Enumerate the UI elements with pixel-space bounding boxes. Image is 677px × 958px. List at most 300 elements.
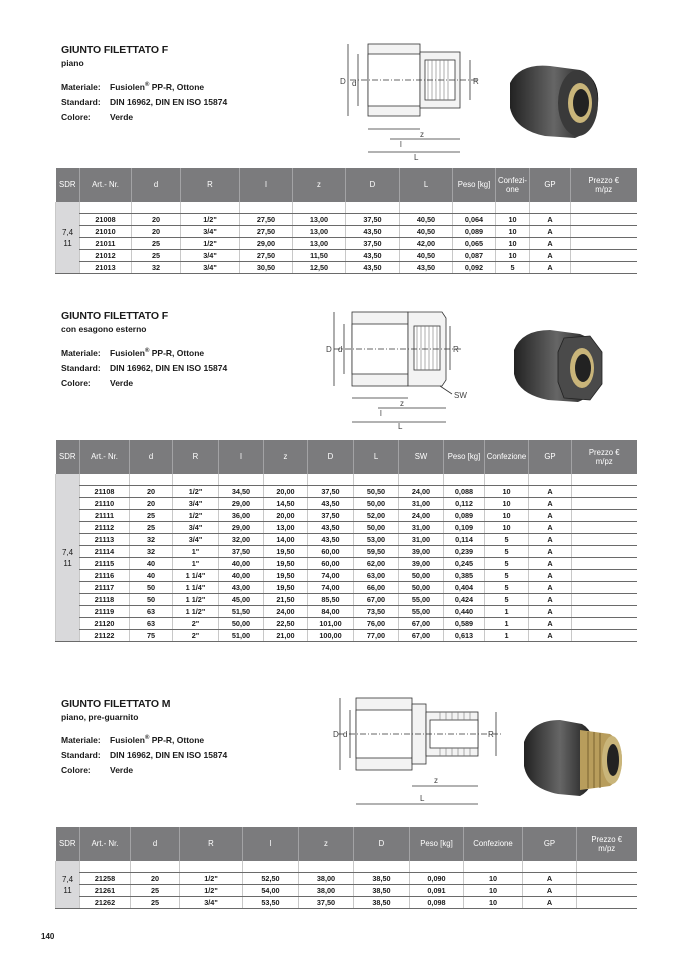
table-cell	[572, 606, 637, 618]
spacer-cell	[130, 474, 173, 486]
table-cell: 20,00	[264, 486, 308, 498]
table-cell	[572, 582, 637, 594]
table-cell: 27,50	[240, 250, 293, 262]
section1-technical-drawing	[330, 34, 480, 162]
table-cell: A	[529, 618, 572, 630]
table-cell: 39,00	[399, 558, 444, 570]
col-z: z	[299, 827, 354, 861]
table-cell: 3/4"	[181, 262, 240, 274]
table-cell: 21010	[80, 226, 132, 238]
table-cell: 37,50	[346, 214, 400, 226]
table-cell: 5	[485, 594, 529, 606]
spacer-cell	[180, 861, 243, 873]
spacer-cell	[80, 474, 130, 486]
table-cell: 30,50	[240, 262, 293, 274]
label-L: L	[414, 153, 419, 162]
sdr-value: 7,4	[61, 547, 74, 557]
table-cell: 3/4"	[173, 534, 219, 546]
table-cell: 43,50	[346, 250, 400, 262]
table-row	[56, 250, 637, 262]
spacer-cell	[444, 474, 485, 486]
col-z: z	[293, 168, 346, 202]
spacer-cell	[400, 202, 453, 214]
table-cell: 14,00	[264, 534, 308, 546]
table-cell: 37,50	[308, 510, 354, 522]
table-cell: 13,00	[293, 214, 346, 226]
table-cell: 21262	[80, 897, 131, 909]
table-cell: 67,00	[399, 618, 444, 630]
table-cell: 53,00	[354, 534, 399, 546]
col-L: L	[354, 440, 399, 474]
table-cell	[571, 262, 637, 274]
table-cell: A	[529, 510, 572, 522]
table-cell: 59,50	[354, 546, 399, 558]
table-cell: 50,00	[354, 498, 399, 510]
col-art-nr: Art.- Nr.	[80, 168, 132, 202]
table-cell: 50,00	[354, 522, 399, 534]
table-cell: 38,00	[299, 885, 354, 897]
table-cell: A	[530, 238, 571, 250]
col-D: D	[354, 827, 410, 861]
table-row	[56, 885, 637, 897]
table-cell: 10	[496, 238, 530, 250]
table-cell: 29,00	[219, 498, 264, 510]
table-cell: 14,50	[264, 498, 308, 510]
table-cell: 0,088	[444, 486, 485, 498]
label-d: d	[352, 79, 357, 88]
section2-subtitle: con esagono esterno	[61, 324, 147, 334]
spacer-cell	[399, 474, 444, 486]
label-R: R	[473, 77, 479, 86]
table-cell	[572, 522, 637, 534]
table-cell: 11,50	[293, 250, 346, 262]
table-cell: 21013	[80, 262, 132, 274]
table-row	[56, 486, 637, 498]
table-row	[56, 594, 637, 606]
table-cell: 40,50	[400, 214, 453, 226]
table-cell: A	[530, 262, 571, 274]
spacer-cell	[308, 474, 354, 486]
section2-standard: Standard: DIN 16962, DIN EN ISO 15874	[61, 363, 228, 373]
label-z: z	[400, 399, 404, 408]
spacer-cell	[571, 202, 637, 214]
table-cell: 67,00	[399, 630, 444, 642]
table-cell: 37,50	[299, 897, 354, 909]
table-cell: 5	[485, 534, 529, 546]
spacer-cell	[293, 202, 346, 214]
table-cell	[572, 630, 637, 642]
table-cell: 1 1/4"	[173, 582, 219, 594]
table-cell: 1	[485, 606, 529, 618]
table-cell: 24,00	[264, 606, 308, 618]
table-cell	[572, 534, 637, 546]
table-cell: 21120	[80, 618, 130, 630]
sdr-cell	[56, 202, 80, 274]
table-cell: 21,50	[264, 594, 308, 606]
table-cell: 22,50	[264, 618, 308, 630]
table-cell: 25	[131, 885, 180, 897]
table-cell: 3/4"	[180, 897, 243, 909]
table-cell: 84,00	[308, 606, 354, 618]
table-cell: 1/2"	[173, 486, 219, 498]
label-D: D	[326, 345, 332, 354]
col-gp: GP	[529, 440, 572, 474]
table-cell: 5	[496, 262, 530, 274]
table-cell: 36,00	[219, 510, 264, 522]
table-cell: 10	[464, 873, 523, 885]
table-spacer-row	[56, 861, 637, 873]
table-cell: 10	[485, 510, 529, 522]
table-cell	[572, 498, 637, 510]
table-spacer-row	[56, 474, 637, 486]
table-cell: 0,098	[410, 897, 464, 909]
col-D: D	[308, 440, 354, 474]
table-cell: 32	[130, 546, 173, 558]
table-cell: 77,00	[354, 630, 399, 642]
table-cell: 24,00	[399, 510, 444, 522]
table-cell: 50,50	[354, 486, 399, 498]
col-sdr: SDR	[56, 168, 80, 202]
table-cell: 55,00	[399, 594, 444, 606]
table-cell	[572, 510, 637, 522]
label-z: z	[434, 776, 438, 785]
table-cell: 0,440	[444, 606, 485, 618]
table-cell: 21118	[80, 594, 130, 606]
table-cell: 27,50	[240, 214, 293, 226]
table-cell: 13,00	[293, 238, 346, 250]
col-d: d	[130, 440, 173, 474]
table-row	[56, 226, 637, 238]
spacer-cell	[530, 202, 571, 214]
col-D: D	[346, 168, 400, 202]
table-cell	[572, 546, 637, 558]
col-r: R	[173, 440, 219, 474]
table-cell	[572, 594, 637, 606]
table-cell: 43,50	[400, 262, 453, 274]
table-cell: 10	[485, 486, 529, 498]
table-cell: 10	[496, 226, 530, 238]
table-cell: 0,589	[444, 618, 485, 630]
table-cell: 21122	[80, 630, 130, 642]
col-weight: Peso [kg]	[410, 827, 464, 861]
table-cell: A	[529, 630, 572, 642]
table-cell: 0,613	[444, 630, 485, 642]
table-cell: 1 1/4"	[173, 570, 219, 582]
table-row	[56, 897, 637, 909]
table-cell	[572, 486, 637, 498]
table-cell: 19,50	[264, 570, 308, 582]
sdr-value: 7,4	[61, 874, 74, 884]
table-cell: 66,00	[354, 582, 399, 594]
table-cell: 40,50	[400, 250, 453, 262]
table-cell: 21008	[80, 214, 132, 226]
spacer-cell	[299, 861, 354, 873]
table-cell: 3/4"	[181, 226, 240, 238]
spacer-cell	[219, 474, 264, 486]
table-cell: 60,00	[308, 546, 354, 558]
table-cell: 0,065	[453, 238, 496, 250]
table-cell: A	[529, 570, 572, 582]
table-cell: 31,00	[399, 522, 444, 534]
table-cell: A	[529, 522, 572, 534]
table-cell: 85,50	[308, 594, 354, 606]
table-cell: A	[529, 534, 572, 546]
col-pack: Confezione	[464, 827, 523, 861]
table-cell: 21116	[80, 570, 130, 582]
table-row	[56, 238, 637, 250]
table-cell: 2"	[173, 618, 219, 630]
col-gp: GP	[530, 168, 571, 202]
spacer-cell	[453, 202, 496, 214]
col-weight: Peso [kg]	[444, 440, 485, 474]
table-cell: A	[529, 498, 572, 510]
table-cell: 20	[132, 226, 181, 238]
spacer-cell	[354, 474, 399, 486]
table-cell: 5	[485, 546, 529, 558]
table-cell: 50,00	[399, 582, 444, 594]
col-l: l	[240, 168, 293, 202]
table-cell: 0,404	[444, 582, 485, 594]
sdr-value: 11	[63, 885, 72, 895]
table-row	[56, 214, 637, 226]
label-d: d	[343, 730, 348, 739]
table-cell: 20	[130, 498, 173, 510]
table-row	[56, 630, 637, 642]
spacer-cell	[354, 861, 410, 873]
table-cell: 51,00	[219, 630, 264, 642]
table-cell: A	[529, 546, 572, 558]
table-cell: 40	[130, 570, 173, 582]
col-art-nr: Art.- Nr.	[80, 827, 131, 861]
spacer-cell	[264, 474, 308, 486]
table-cell: 50	[130, 594, 173, 606]
table-cell: 31,00	[399, 498, 444, 510]
table-cell: 20	[130, 486, 173, 498]
col-L: L	[400, 168, 453, 202]
table-cell: 21119	[80, 606, 130, 618]
table-cell: 0,092	[453, 262, 496, 274]
table-cell: 25	[132, 250, 181, 262]
col-d: d	[132, 168, 181, 202]
table-cell: 74,00	[308, 570, 354, 582]
sdr-cell	[56, 861, 80, 909]
table-cell: 10	[464, 885, 523, 897]
table-cell: 3/4"	[173, 498, 219, 510]
table-cell: 50,00	[399, 570, 444, 582]
table-row	[56, 498, 637, 510]
table-cell: 40	[130, 558, 173, 570]
table-cell	[577, 885, 637, 897]
table-cell: 25	[132, 238, 181, 250]
table-cell: 21012	[80, 250, 132, 262]
col-price: Prezzo € m/pz	[577, 827, 637, 861]
table-cell	[571, 238, 637, 250]
sdr-value: 7,4	[61, 227, 74, 237]
table-cell: 21111	[80, 510, 130, 522]
col-price: Prezzo € m/pz	[571, 168, 637, 202]
table-cell: 21112	[80, 522, 130, 534]
col-r: R	[181, 168, 240, 202]
table-cell	[571, 250, 637, 262]
table-cell	[577, 897, 637, 909]
col-l: l	[243, 827, 299, 861]
table-cell: A	[523, 897, 577, 909]
table-row	[56, 510, 637, 522]
section3-subtitle: piano, pre-guarnito	[61, 712, 139, 722]
table-cell: 42,00	[400, 238, 453, 250]
section1-subtitle: piano	[61, 58, 84, 68]
table-row	[56, 546, 637, 558]
table-cell: 0,087	[453, 250, 496, 262]
col-weight: Peso [kg]	[453, 168, 496, 202]
table-cell: 25	[130, 510, 173, 522]
table-cell: 43,50	[346, 226, 400, 238]
section2-technical-drawing	[322, 302, 482, 430]
table-cell: 20	[131, 873, 180, 885]
section3-material: Materiale: Fusiolen® PP-R, Ottone	[61, 735, 205, 745]
table-cell: 74,00	[308, 582, 354, 594]
label-L: L	[420, 794, 425, 803]
section3-color: Colore: Verde	[61, 765, 134, 775]
table-cell: 25	[130, 522, 173, 534]
table-cell	[571, 226, 637, 238]
table-cell: 40,00	[219, 558, 264, 570]
table-cell: 1/2"	[180, 885, 243, 897]
table-cell: A	[529, 606, 572, 618]
col-l: l	[219, 440, 264, 474]
table-cell: 1 1/2"	[173, 606, 219, 618]
table-cell: 13,00	[293, 226, 346, 238]
section3-technical-drawing	[330, 690, 510, 814]
table-cell: 21110	[80, 498, 130, 510]
table-cell: 1	[485, 630, 529, 642]
table-cell: 60,00	[308, 558, 354, 570]
section3-product-photo	[516, 712, 626, 802]
spacer-cell	[529, 474, 572, 486]
table-cell: 10	[485, 522, 529, 534]
table-cell: 1 1/2"	[173, 594, 219, 606]
spacer-cell	[523, 861, 577, 873]
table-cell	[577, 873, 637, 885]
table-cell: 10	[496, 250, 530, 262]
table-cell: 0,114	[444, 534, 485, 546]
page-number: 140	[41, 932, 55, 941]
label-z: z	[420, 130, 424, 139]
sdr-value: 11	[63, 558, 72, 568]
table-row	[56, 606, 637, 618]
table-cell: 2"	[173, 630, 219, 642]
spacer-cell	[464, 861, 523, 873]
table-cell: 50,00	[219, 618, 264, 630]
table-cell: 0,385	[444, 570, 485, 582]
table-cell: 5	[485, 570, 529, 582]
table-cell	[571, 214, 637, 226]
table-cell: 0,090	[410, 873, 464, 885]
spacer-cell	[410, 861, 464, 873]
table-cell: A	[529, 486, 572, 498]
table-cell: 37,50	[219, 546, 264, 558]
table-header	[56, 168, 637, 202]
table-cell: 63,00	[354, 570, 399, 582]
table-cell	[572, 558, 637, 570]
table-cell: 21115	[80, 558, 130, 570]
table-cell: 73,50	[354, 606, 399, 618]
table-cell: 63	[130, 606, 173, 618]
spacer-cell	[346, 202, 400, 214]
table-cell	[572, 570, 637, 582]
table-cell: 12,50	[293, 262, 346, 274]
col-price: Prezzo € m/pz	[572, 440, 637, 474]
col-z: z	[264, 440, 308, 474]
section3-title: GIUNTO FILETTATO M	[61, 698, 171, 710]
table-cell: 43,00	[219, 582, 264, 594]
table-cell: A	[523, 885, 577, 897]
table-cell: 0,109	[444, 522, 485, 534]
col-sdr: SDR	[56, 827, 80, 861]
table-cell: 10	[464, 897, 523, 909]
spacer-cell	[181, 202, 240, 214]
label-R: R	[488, 730, 494, 739]
table-row	[56, 570, 637, 582]
table-row	[56, 534, 637, 546]
table-cell: 39,00	[399, 546, 444, 558]
table-cell: 43,50	[346, 262, 400, 274]
table-cell: 0,424	[444, 594, 485, 606]
table-row	[56, 558, 637, 570]
table-cell: A	[530, 250, 571, 262]
table-cell: 37,50	[308, 486, 354, 498]
section1-product-photo	[500, 58, 610, 144]
table-cell: 21258	[80, 873, 131, 885]
section1-standard: Standard: DIN 16962, DIN EN ISO 15874	[61, 97, 228, 107]
table-cell: 19,50	[264, 558, 308, 570]
table-cell: 3/4"	[181, 250, 240, 262]
table-cell: 1	[485, 618, 529, 630]
table-cell: 0,089	[453, 226, 496, 238]
label-D: D	[340, 77, 346, 86]
table-cell: 21,00	[264, 630, 308, 642]
table-cell: 5	[485, 582, 529, 594]
table-cell: 10	[496, 214, 530, 226]
table-cell: A	[530, 214, 571, 226]
section1-table	[55, 168, 637, 274]
table-cell: 38,00	[299, 873, 354, 885]
col-pack: Confezione	[485, 440, 529, 474]
section2-material: Materiale: Fusiolen® PP-R, Ottone	[61, 348, 205, 358]
label-l: l	[400, 140, 402, 149]
table-cell: 13,00	[264, 522, 308, 534]
table-header	[56, 440, 637, 474]
spacer-cell	[80, 202, 132, 214]
table-cell: 101,00	[308, 618, 354, 630]
table-cell: 21113	[80, 534, 130, 546]
table-cell: 10	[485, 498, 529, 510]
table-cell: 31,00	[399, 534, 444, 546]
table-cell: 0,245	[444, 558, 485, 570]
table-cell: 21108	[80, 486, 130, 498]
table-cell: 40,50	[400, 226, 453, 238]
table-cell: 21261	[80, 885, 131, 897]
table-row	[56, 522, 637, 534]
table-cell	[572, 618, 637, 630]
table-cell: 3/4"	[173, 522, 219, 534]
table-cell: 19,50	[264, 582, 308, 594]
table-cell: 29,00	[219, 522, 264, 534]
table-cell: 21117	[80, 582, 130, 594]
label-SW: SW	[454, 391, 467, 400]
sdr-cell	[56, 474, 80, 642]
table-cell: 5	[485, 558, 529, 570]
